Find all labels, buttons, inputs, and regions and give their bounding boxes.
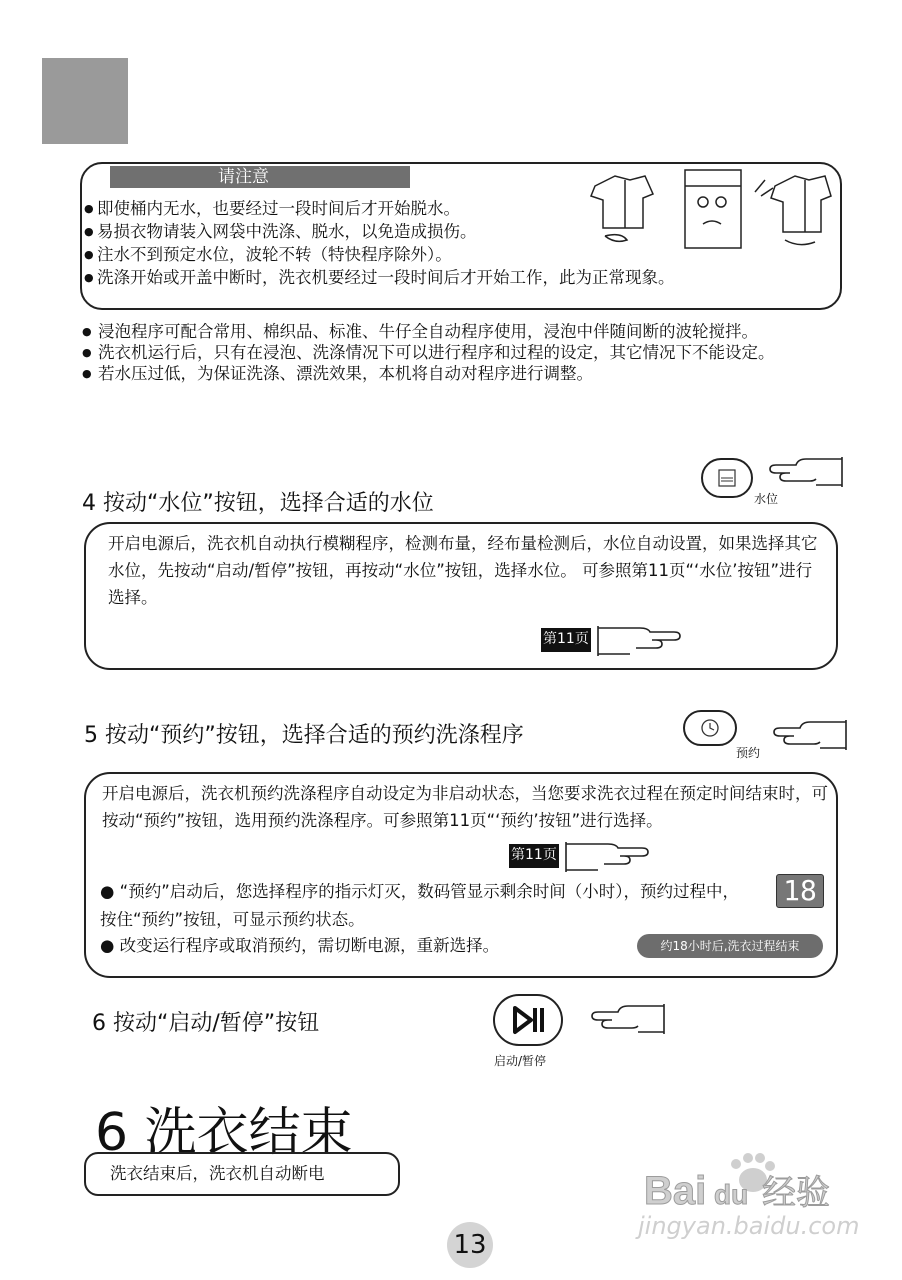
note-item: ● 洗衣机运行后，只有在浸泡、洗涤情况下可以进行程序和过程的设定，其它情况下不能设定。 (82, 343, 842, 363)
schedule-end-pill: 约18小时后,洗衣过程结束 (637, 934, 823, 958)
notice-item: ● 易损衣物请装入网袋中洗涤、脱水，以免造成损伤。 (85, 220, 845, 243)
baidu-watermark-logo (640, 1150, 850, 1210)
pointing-hand-icon (588, 1002, 678, 1036)
notice-item: ● 即使桶内无水，也要经过一段时间后才开始脱水。 (85, 197, 845, 220)
pointing-hand-icon (596, 624, 686, 658)
schedule-note-1 (100, 878, 740, 934)
note-item: ● 若水压过低，为保证洗涤、漂洗效果，本机将自动对程序进行调整。 (82, 364, 842, 384)
start-pause-label: 启动/暂停 (494, 1054, 547, 1068)
notice-header: 请注意 (110, 166, 410, 188)
bullet-dot: ● (100, 882, 120, 901)
svg-text:du: du (714, 1179, 749, 1210)
step4-text: 开启电源后，洗衣机自动执行模糊程序，检测布量，经布量检测后，水位自动设置，如果选择其它水位，先按动“启动/暂停”按钮，再按动“水位”按钮，选择水位。 可参照第11页“‘水位’按钮”进行选择。 (108, 534, 818, 607)
pointing-hand-icon (766, 455, 856, 489)
start-pause-button[interactable] (493, 994, 563, 1046)
play-pause-icon (495, 996, 561, 1044)
clock-icon (685, 712, 735, 744)
notice-item: ● 注水不到预定水位，波轮不转（特快程序除外）。 (85, 243, 845, 266)
step4-title: 4 按动“水位”按钮，选择合适的水位 (82, 491, 434, 516)
page-number: 13 (447, 1222, 493, 1268)
schedule-note-text: “预约”启动后，您选择程序的指示灯灭，数码管显示剩余时间（小时），预约过程中，按住“预约”按钮，可显示预约状态。 (100, 882, 740, 929)
step6-title: 6 按动“启动/暂停”按钮 (92, 1011, 320, 1036)
schedule-button[interactable] (683, 710, 737, 746)
water-level-icon (703, 460, 751, 496)
digit-display: 18 (776, 874, 824, 908)
pointing-hand-icon (770, 718, 860, 752)
wash-end-box: 洗衣结束后，洗衣机自动断电 (84, 1152, 400, 1196)
notes-list (82, 322, 842, 385)
bullet-dot: ● (100, 936, 120, 955)
note-item: ● 浸泡程序可配合常用、棉织品、标准、牛仔全自动程序使用，浸泡中伴随间断的波轮搅拌。 (82, 322, 842, 342)
water-level-label: 水位 (754, 492, 779, 506)
page-ref-badge: 第11页 (509, 844, 559, 868)
pointing-hand-icon (564, 840, 654, 874)
watermark-url: jingyan.baidu.com (638, 1212, 860, 1240)
corner-gray-block (42, 58, 128, 144)
water-level-button[interactable] (701, 458, 753, 498)
schedule-label: 预约 (736, 746, 761, 760)
svg-text:经验: 经验 (762, 1173, 830, 1210)
section-title: 6 洗衣结束 (95, 1103, 353, 1163)
schedule-note-text: 改变运行程序或取消预约，需切断电源，重新选择。 (119, 936, 500, 955)
step5-text: 开启电源后，洗衣机预约洗涤程序自动设定为非启动状态，当您要求洗衣过程在预定时间结束时，可按动“预约”按钮，选用预约洗涤程序。可参照第11页“‘预约’按钮”进行选择。 (102, 784, 828, 830)
schedule-note-2 (100, 932, 630, 959)
svg-text:Bai: Bai (644, 1169, 707, 1210)
step5-title: 5 按动“预约”按钮，选择合适的预约洗涤程序 (84, 723, 524, 748)
notice-item: ● 洗涤开始或开盖中断时，洗衣机要经过一段时间后才开始工作，此为正常现象。 (85, 266, 845, 289)
washing-machine-cartoon-icon (585, 166, 835, 258)
page-ref-badge: 第11页 (541, 628, 591, 652)
